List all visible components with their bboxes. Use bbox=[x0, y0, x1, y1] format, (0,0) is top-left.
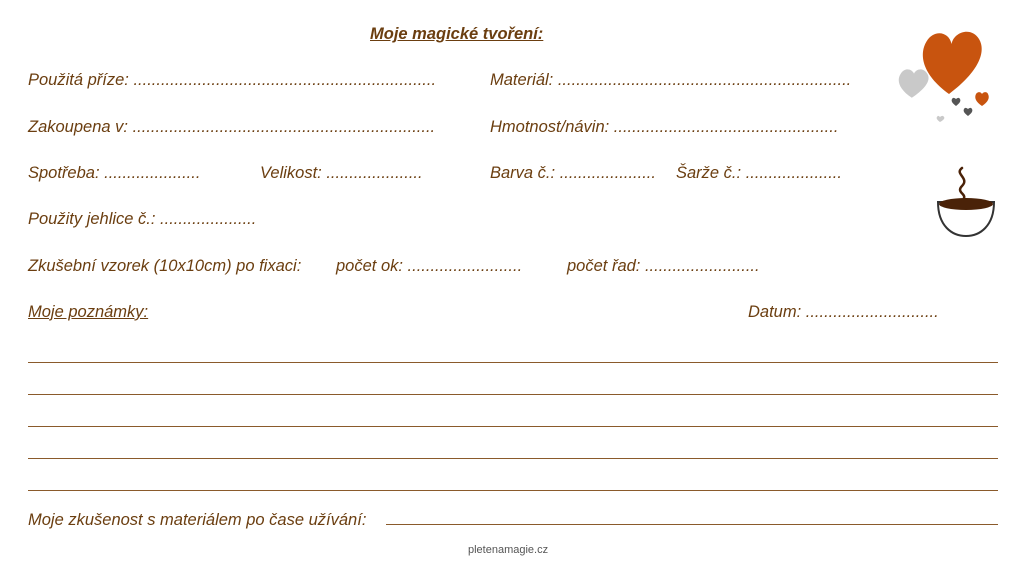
field-zakoupena-v: Zakoupena v: .................................................................. bbox=[28, 118, 436, 136]
notes-heading: Moje poznámky: bbox=[28, 303, 149, 321]
notes-line bbox=[28, 362, 998, 363]
field-pocet-ok: počet ok: ......................... bbox=[336, 257, 523, 275]
field-velikost: Velikost: ..................... bbox=[260, 164, 423, 182]
footer-website: pletenamagie.cz bbox=[468, 544, 549, 556]
field-hmotnost: Hmotnost/návin: ................................................. bbox=[490, 118, 839, 136]
experience-line bbox=[386, 524, 998, 525]
field-barva: Barva č.: ..................... bbox=[490, 164, 656, 182]
hearts-icon bbox=[898, 22, 1002, 128]
field-pouzita-prize: Použitá příze: .................................................................. bbox=[28, 71, 437, 89]
notes-line bbox=[28, 394, 998, 395]
field-datum: Datum: ............................. bbox=[748, 303, 939, 321]
field-vzorek: Zkušební vzorek (10x10cm) po fixaci: bbox=[28, 257, 302, 275]
notes-line bbox=[28, 426, 998, 427]
field-jehlice: Použity jehlice č.: ..................... bbox=[28, 210, 257, 228]
field-material: Materiál: ................................................................ bbox=[490, 71, 852, 89]
coffee-cup-icon bbox=[934, 164, 998, 240]
notes-line bbox=[28, 458, 998, 459]
field-spotreba: Spotřeba: ..................... bbox=[28, 164, 201, 182]
field-sarze: Šarže č.: ..................... bbox=[676, 164, 842, 182]
field-zkusenost: Moje zkušenost s materiálem po čase užívání: bbox=[28, 511, 367, 529]
field-pocet-rad: počet řad: ......................... bbox=[567, 257, 760, 275]
page-title: Moje magické tvoření: bbox=[370, 25, 544, 43]
notes-line bbox=[28, 490, 998, 491]
